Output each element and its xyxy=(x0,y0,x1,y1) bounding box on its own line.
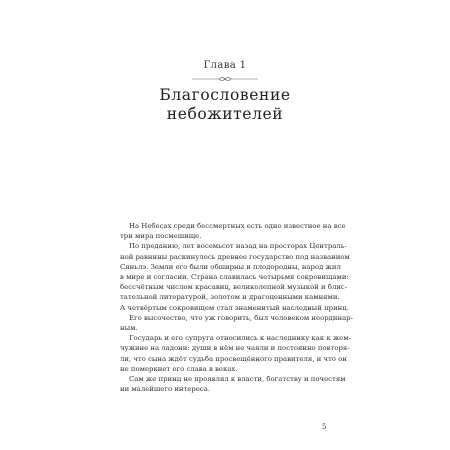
text-line: бессчётным числом красавиц, великолепной музыкой и блис- xyxy=(120,283,348,292)
text-line: три мира посмешище. xyxy=(120,232,202,241)
paragraph xyxy=(120,333,351,374)
paragraph xyxy=(120,374,346,394)
page-number: 5 xyxy=(322,423,327,431)
paragraph xyxy=(120,221,346,241)
text-line: По преданию, лет восемьсот назад на просторах Централь- xyxy=(129,242,347,251)
chapter-title xyxy=(0,86,450,124)
text-line: На Небесах среди бессмертных есть одно известное на все xyxy=(129,222,346,230)
text-line: А четвёртым сокровищем стал знаменитый наследный принц. xyxy=(120,303,349,312)
paragraph xyxy=(120,313,353,333)
text-line: Сам же принц не проявлял к власти, богатству и почестям xyxy=(129,375,346,384)
ornament-divider-icon xyxy=(190,74,260,84)
text-line: не померкнет его слава в веках. xyxy=(120,364,238,373)
paragraph xyxy=(120,241,350,312)
text-line: в мире и согласии. Страна славилась четырьмя сокровищами: xyxy=(120,273,349,282)
text-line: ным. xyxy=(120,324,138,333)
chapter-title-line: небожителей xyxy=(166,105,284,123)
text-line: тательной литературой, золотом и драгоценными камнями. xyxy=(120,293,340,302)
chapter-title-line: Благословение xyxy=(159,86,291,104)
text-line: ни малейшего интереса. xyxy=(120,385,211,394)
text-line: Государь и его супруга относились к наследнику как к жем- xyxy=(129,334,351,343)
text-line: Его высочество, что уж говорить, был человеком неординар- xyxy=(129,313,353,322)
chapter-label: Глава 1 xyxy=(203,60,247,71)
text-line: Сяньлэ. Земли его были обширны и плодородны, народ жил xyxy=(120,262,341,271)
body-text xyxy=(120,221,353,394)
text-line: ли, что сына ждёт судьба просвещённого правителя, и что он xyxy=(120,354,347,363)
text-line: ной равнины раскинулось древнее государство под названием xyxy=(120,252,350,261)
text-line: чужине на ладони: души в нём не чаяли и постоянно повторя- xyxy=(120,344,350,353)
